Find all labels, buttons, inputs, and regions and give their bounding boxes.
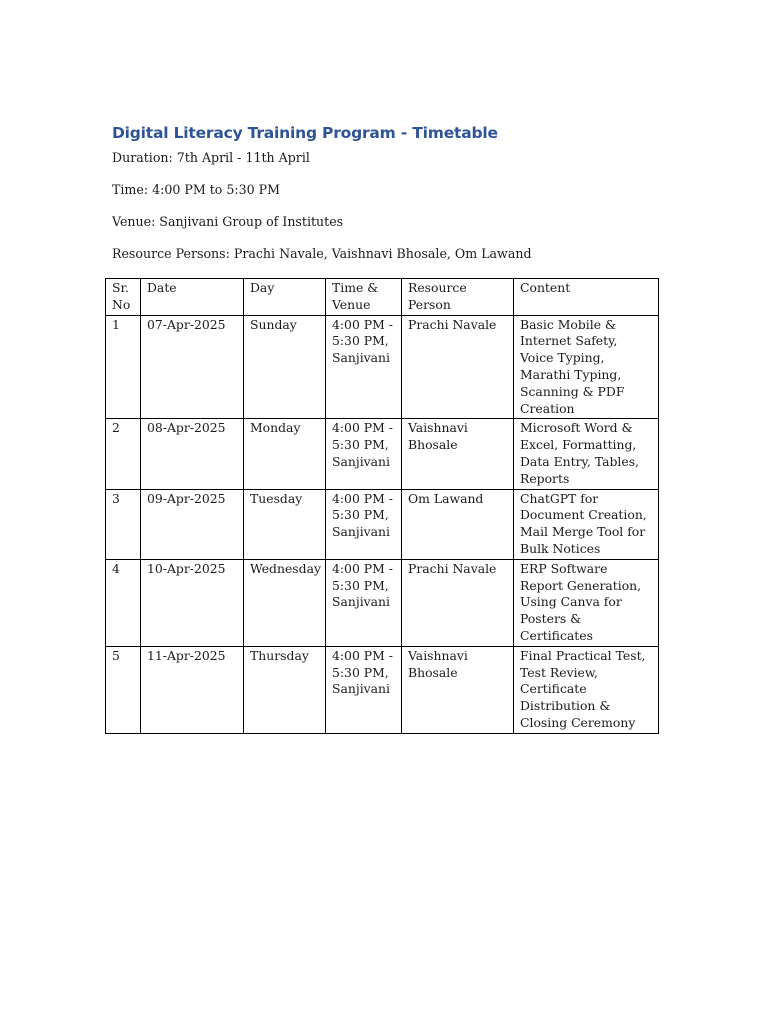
table-row [106,646,659,733]
cell-content: Final Practical Test, Test Review, Certificate Distribution & Closing Ceremony [514,646,659,733]
cell-sr-no: 5 [106,646,141,733]
time-text: Time: 4:00 PM to 5:30 PM [112,182,281,197]
cell-date: 10-Apr-2025 [141,559,244,646]
cell-time-venue: 4:00 PM - 5:30 PM, Sanjivani [326,489,402,559]
duration-text: Duration: 7th April - 11th April [112,150,310,165]
document-title: Digital Literacy Training Program - Timetable [112,124,498,142]
cell-resource-person: Om Lawand [402,489,514,559]
cell-time-venue: 4:00 PM - 5:30 PM, Sanjivani [326,646,402,733]
cell-resource-person: Vaishnavi Bhosale [402,646,514,733]
cell-date: 08-Apr-2025 [141,419,244,489]
cell-time-venue: 4:00 PM - 5:30 PM, Sanjivani [326,419,402,489]
header-day: Day [244,279,326,316]
table-row [106,419,659,489]
cell-time-venue: 4:00 PM - 5:30 PM, Sanjivani [326,315,402,419]
timetable [105,278,659,734]
table-row [106,559,659,646]
cell-date: 11-Apr-2025 [141,646,244,733]
header-content: Content [514,279,659,316]
cell-sr-no: 1 [106,315,141,419]
table-row [106,489,659,559]
header-sr-no: Sr. No [106,279,141,316]
cell-resource-person: Prachi Navale [402,559,514,646]
cell-sr-no: 3 [106,489,141,559]
cell-resource-person: Prachi Navale [402,315,514,419]
cell-content: ERP Software Report Generation, Using Canva for Posters & Certificates [514,559,659,646]
cell-day: Monday [244,419,326,489]
venue-text: Venue: Sanjivani Group of Institutes [112,214,344,229]
cell-date: 07-Apr-2025 [141,315,244,419]
cell-content: Basic Mobile & Internet Safety, Voice Typing, Marathi Typing, Scanning & PDF Creation [514,315,659,419]
cell-day: Sunday [244,315,326,419]
table-header-row [106,279,659,316]
header-resource-person: Resource Person [402,279,514,316]
cell-resource-person: Vaishnavi Bhosale [402,419,514,489]
cell-time-venue: 4:00 PM - 5:30 PM, Sanjivani [326,559,402,646]
header-date: Date [141,279,244,316]
cell-sr-no: 4 [106,559,141,646]
header-time-venue: Time & Venue [326,279,402,316]
cell-sr-no: 2 [106,419,141,489]
table-row [106,315,659,419]
cell-day: Tuesday [244,489,326,559]
cell-content: ChatGPT for Document Creation, Mail Merge Tool for Bulk Notices [514,489,659,559]
resource-persons-text: Resource Persons: Prachi Navale, Vaishnavi Bhosale, Om Lawand [112,246,532,261]
cell-day: Thursday [244,646,326,733]
cell-date: 09-Apr-2025 [141,489,244,559]
cell-day: Wednesday [244,559,326,646]
cell-content: Microsoft Word & Excel, Formatting, Data Entry, Tables, Reports [514,419,659,489]
